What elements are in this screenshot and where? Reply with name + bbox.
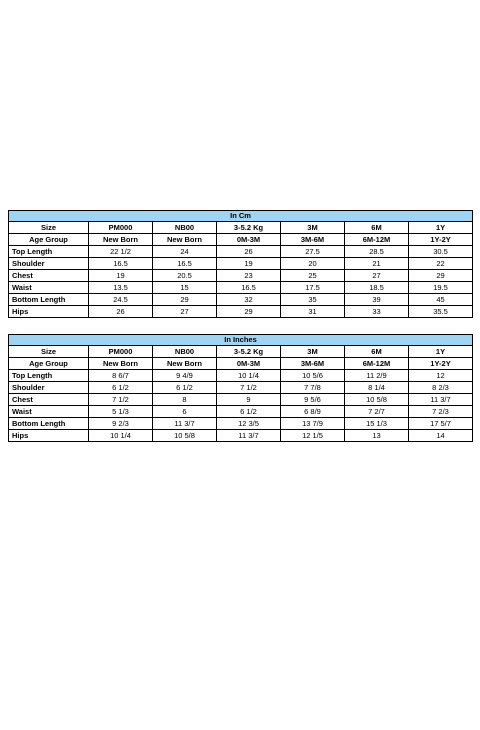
table-cell: 6 1/2: [89, 382, 153, 394]
table-cell: 6: [153, 406, 217, 418]
table-cell: 10 1/4: [217, 370, 281, 382]
size-header-cell: 3-5.2 Kg: [217, 346, 281, 358]
table-cell: 7 2/7: [345, 406, 409, 418]
table-title: In Cm: [9, 211, 473, 222]
table-row: [9, 270, 473, 282]
table-cell: 13 7/9: [281, 418, 345, 430]
row-label: Bottom Length: [9, 418, 89, 430]
table-cell: 19: [217, 258, 281, 270]
table-cell: 45: [409, 294, 473, 306]
size-header-cell: 3M: [281, 346, 345, 358]
size-header-cell: 3M: [281, 222, 345, 234]
table-cell: 35.5: [409, 306, 473, 318]
table-title-row: [9, 211, 473, 222]
table-cell: 8: [153, 394, 217, 406]
table-row: [9, 394, 473, 406]
row-label: Shoulder: [9, 382, 89, 394]
table-row: [9, 418, 473, 430]
table-cell: 30.5: [409, 246, 473, 258]
table-cell: 26: [217, 246, 281, 258]
age-group-cell: 0M-3M: [217, 358, 281, 370]
age-group-cell: New Born: [153, 234, 217, 246]
age-group-cell: New Born: [153, 358, 217, 370]
age-group-cell: 3M-6M: [281, 358, 345, 370]
table-cell: 14: [409, 430, 473, 442]
table-cell: 21: [345, 258, 409, 270]
table-cell: 29: [217, 306, 281, 318]
row-label: Hips: [9, 430, 89, 442]
size-header-cell: PM000: [89, 346, 153, 358]
table-cell: 17 5/7: [409, 418, 473, 430]
table-cell: 8 6/7: [89, 370, 153, 382]
table-row: [9, 294, 473, 306]
table-cell: 23: [217, 270, 281, 282]
table-cell: 32: [217, 294, 281, 306]
table-cell: 8 1/4: [345, 382, 409, 394]
table-cell: 22 1/2: [89, 246, 153, 258]
table-cell: 11 2/9: [345, 370, 409, 382]
row-label: Waist: [9, 282, 89, 294]
age-group-cell: 6M-12M: [345, 234, 409, 246]
table-cell: 8 2/3: [409, 382, 473, 394]
size-header-label: Size: [9, 222, 89, 234]
table-cell: 7 2/3: [409, 406, 473, 418]
table-cell: 19: [89, 270, 153, 282]
table-cell: 24.5: [89, 294, 153, 306]
table-cell: 11 3/7: [409, 394, 473, 406]
age-group-row: [9, 358, 473, 370]
table-cell: 27.5: [281, 246, 345, 258]
row-label: Hips: [9, 306, 89, 318]
table-cell: 12: [409, 370, 473, 382]
table-cell: 26: [89, 306, 153, 318]
table-row: [9, 382, 473, 394]
table-cell: 6 1/2: [217, 406, 281, 418]
table-row: [9, 430, 473, 442]
table-cell: 25: [281, 270, 345, 282]
row-label: Chest: [9, 394, 89, 406]
table-cell: 6 1/2: [153, 382, 217, 394]
age-group-label: Age Group: [9, 234, 89, 246]
age-group-label: Age Group: [9, 358, 89, 370]
table-cell: 33: [345, 306, 409, 318]
size-header-cell: 3-5.2 Kg: [217, 222, 281, 234]
age-group-cell: 1Y-2Y: [409, 234, 473, 246]
row-label: Waist: [9, 406, 89, 418]
table-cell: 39: [345, 294, 409, 306]
age-group-row: [9, 234, 473, 246]
table-row: [9, 306, 473, 318]
size-header-cell: PM000: [89, 222, 153, 234]
table-cell: 27: [345, 270, 409, 282]
table-cell: 13.5: [89, 282, 153, 294]
size-header-label: Size: [9, 346, 89, 358]
table-row: [9, 282, 473, 294]
age-group-cell: 6M-12M: [345, 358, 409, 370]
table-cell: 20.5: [153, 270, 217, 282]
table-cell: 16.5: [89, 258, 153, 270]
row-label: Bottom Length: [9, 294, 89, 306]
table-cell: 9: [217, 394, 281, 406]
table-cell: 13: [345, 430, 409, 442]
size-header-cell: 6M: [345, 346, 409, 358]
table-row: [9, 246, 473, 258]
row-label: Top Length: [9, 370, 89, 382]
table-cell: 9 4/9: [153, 370, 217, 382]
table-row: [9, 258, 473, 270]
row-label: Shoulder: [9, 258, 89, 270]
table-title-row: [9, 335, 473, 346]
table-cell: 10 1/4: [89, 430, 153, 442]
table-cell: 11 3/7: [153, 418, 217, 430]
row-label: Chest: [9, 270, 89, 282]
table-cell: 17.5: [281, 282, 345, 294]
table-cell: 24: [153, 246, 217, 258]
size-header-cell: 1Y: [409, 346, 473, 358]
table-cell: 15 1/3: [345, 418, 409, 430]
table-cell: 7 7/8: [281, 382, 345, 394]
table-cell: 16.5: [153, 258, 217, 270]
table-cell: 29: [409, 270, 473, 282]
table-cell: 12 1/5: [281, 430, 345, 442]
table-cell: 31: [281, 306, 345, 318]
table-cell: 15: [153, 282, 217, 294]
row-label: Top Length: [9, 246, 89, 258]
size-table-cm: [8, 210, 473, 318]
table-cell: 12 3/5: [217, 418, 281, 430]
table-cell: 29: [153, 294, 217, 306]
table-title: In Inches: [9, 335, 473, 346]
table-cell: 11 3/7: [217, 430, 281, 442]
table-cell: 35: [281, 294, 345, 306]
table-row: [9, 406, 473, 418]
table-cell: 7 1/2: [217, 382, 281, 394]
table-cell: 19.5: [409, 282, 473, 294]
age-group-cell: 0M-3M: [217, 234, 281, 246]
table-cell: 27: [153, 306, 217, 318]
size-header-cell: NB00: [153, 222, 217, 234]
table-cell: 6 8/9: [281, 406, 345, 418]
table-cell: 10 5/8: [345, 394, 409, 406]
size-header-cell: NB00: [153, 346, 217, 358]
table-cell: 18.5: [345, 282, 409, 294]
table-row: [9, 370, 473, 382]
age-group-cell: New Born: [89, 234, 153, 246]
table-cell: 10 5/8: [153, 430, 217, 442]
table-cell: 22: [409, 258, 473, 270]
table-cell: 7 1/2: [89, 394, 153, 406]
table-cell: 9 2/3: [89, 418, 153, 430]
table-cell: 20: [281, 258, 345, 270]
age-group-cell: New Born: [89, 358, 153, 370]
size-header-row: [9, 222, 473, 234]
table-cell: 5 1/3: [89, 406, 153, 418]
table-cell: 10 5/6: [281, 370, 345, 382]
age-group-cell: 3M-6M: [281, 234, 345, 246]
size-table-inches: [8, 334, 473, 442]
size-header-cell: 6M: [345, 222, 409, 234]
size-header-row: [9, 346, 473, 358]
table-cell: 9 5/6: [281, 394, 345, 406]
table-cell: 28.5: [345, 246, 409, 258]
age-group-cell: 1Y-2Y: [409, 358, 473, 370]
table-cell: 16.5: [217, 282, 281, 294]
size-header-cell: 1Y: [409, 222, 473, 234]
